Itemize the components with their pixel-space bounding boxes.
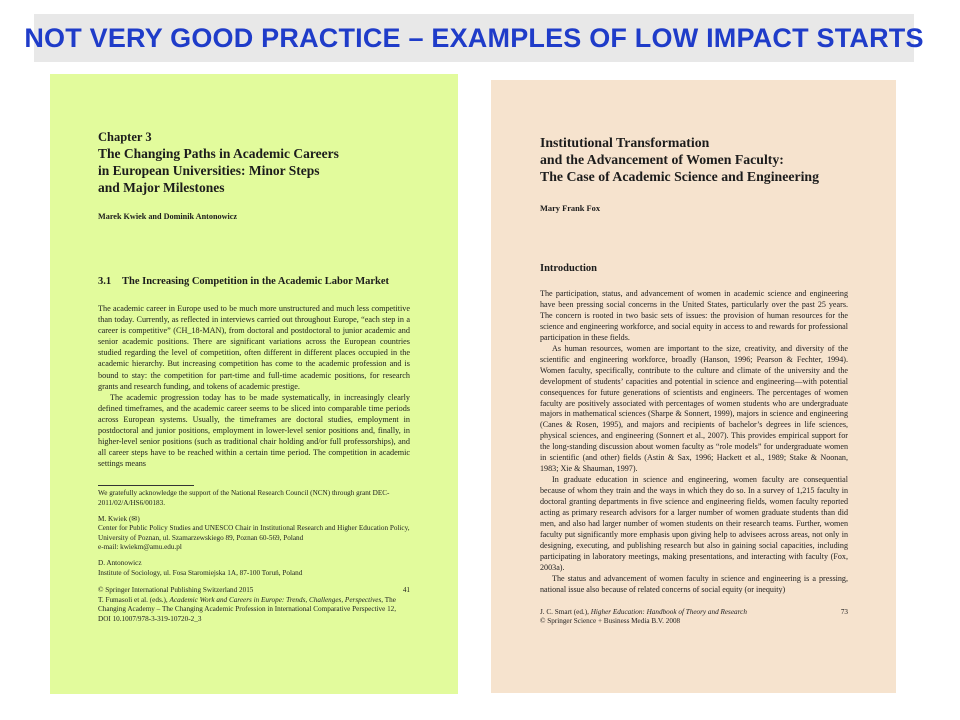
chapter-label: Chapter 3 [98, 130, 152, 144]
body-text [540, 289, 848, 596]
citation-prefix: J. C. Smart (ed.), [540, 607, 591, 616]
citation-title: Higher Education: Handbook of Theory and Research [590, 607, 747, 616]
article-title-line: and the Advancement of Women Faculty: [540, 152, 784, 167]
body-paragraph: In graduate education in science and engineering, women faculty are consequential because of whom they train and the ways in which they do so. In a survey of 1,215 faculty in doctoral granting departments in five science and engineering fields, women faculty reported acting as primary research advisors for a larger number of women graduate students than did men, and also had larger number of women students on their research teams. Further, women faculty put significantly more emphasis upon giving help to advisees across areas, not only in designing, executing, and publishing research but also in gaining social capacities, including participating in laboratory meetings, making presentations, and interacting with faculty (Fox, 2003a). [540, 475, 848, 572]
section-title: The Increasing Competition in the Academic Labor Market [122, 276, 390, 287]
section-number: 3.1 [98, 276, 112, 287]
section-title: Introduction [540, 263, 597, 274]
slide-title-banner [24, 14, 924, 62]
footnote-rule [98, 485, 194, 486]
citation-line [540, 608, 848, 618]
page-number: 73 [840, 607, 848, 616]
author-affiliation: Center for Public Policy Studies and UNESCO Chair in Institutional Research and Higher Education Policy, University of Poznan, ul. Szamarzewskiego 89, Poznan 60-569, Poland [98, 524, 410, 542]
chapter-title-line: and Major Milestones [98, 180, 225, 195]
body-text [98, 303, 410, 469]
footnote-acknowledgement: We gratefully acknowledge the support of the National Research Council (NCN) through grant DEC-2011/02/A/HS6/00183. [98, 489, 390, 507]
citation-suffix: , The Changing Academy – The Changing Academic Profession in International Comparative Perspective 12, DOI 10.1007/978-3-319-10720-2_3 [98, 595, 397, 623]
chapter-title-line: in European Universities: Minor Steps [98, 163, 320, 178]
author-name: D. Antonowicz [98, 558, 142, 567]
body-paragraph: The status and advancement of women faculty in science and engineering is a pressing, national issue also because of related concerns of social equity (or inequity) [540, 573, 848, 594]
copyright-text: © Springer Science + Business Media B.V. 2008 [540, 617, 681, 626]
author-affiliation: Institute of Sociology, ul. Fosa Staromiejska 1A, 87-100 Toruń, Poland [98, 568, 303, 577]
copyright-text: © Springer International Publishing Switzerland 2015 [98, 586, 254, 595]
book-citation [98, 596, 410, 625]
citation-prefix: T. Fumasoli et al. (eds.), [98, 595, 170, 604]
citation-title: Academic Work and Careers in Europe: Trends, Challenges, Perspectives [169, 595, 382, 604]
slide-title: NOT VERY GOOD PRACTICE – EXAMPLES OF LOW IMPACT STARTS [24, 22, 924, 53]
body-paragraph: The academic progression today has to be made systematically, in increasingly clearly defined timeframes, and the academic career seems to be sliced into comparable time periods across European systems. Usually, the timeframes are doctoral studies, employment in postdoctoral and junior positions, employment in lower-level senior positions and, finally, in higher-level senior positions (such as traditional chair holding and/or full professorships), and all career steps have to be reached within a certain time period. The competition in academic settings means [98, 392, 410, 469]
body-paragraph: As human resources, women are important to the size, creativity, and diversity of the scientific and engineering workforce, broadly (Hanson, 1996; Pearson & Fechter, 1994). Women faculty, specifically, contribute to the culture and climate of the university and the development of students’ capacities and potential in science and engineering—with potential consequences for future generations of scientists and engineers. The percentages of women faculty are positively associated with percentages of women students who are undergraduate majors in mathematical sciences (Sharpe & Sonnert, 1999), majors in science and engineering (Canes & Rosen, 1995), and majors and recipients of bachelor’s degrees in life sciences, physical sciences, and engineering (Sonnert et al., 2007). This provides empirical support for the long-standing discussion about women faculty as “role models” for undergraduate women in scientific (and other) fields (Astin & Sax, 1996; Hackett et al., 1989; Stake & Noonan, 1983; Xie & Shauman, 1997). [540, 343, 848, 474]
article-title-line: Institutional Transformation [540, 135, 710, 150]
right-page-scan [491, 80, 896, 693]
left-page-scan [50, 74, 458, 694]
article-title-line: The Case of Academic Science and Engineering [540, 169, 819, 184]
author-name: M. Kwiek (✉) [98, 514, 140, 523]
chapter-title-line: The Changing Paths in Academic Careers [98, 146, 339, 161]
article-author: Mary Frank Fox [540, 204, 601, 213]
copyright-line [98, 586, 410, 596]
section-heading [98, 275, 410, 288]
chapter-authors: Marek Kwiek and Dominik Antonowicz [98, 212, 238, 221]
author-email: e-mail: kwiekm@amu.edu.pl [98, 543, 182, 552]
book-citation [540, 608, 747, 618]
body-paragraph: The participation, status, and advancement of women in academic science and engineering have been pressing social concerns in the United States, particularly over the past 25 years. The concern is rooted in two basic sets of issues: the provision of human resources for the science and engineering workforce, and social equity in access to and rewards for professional participation in these fields. [540, 289, 848, 342]
page-number: 41 [402, 586, 410, 595]
body-paragraph: The academic career in Europe used to be much more unstructured and much less competitive than today. Currently, as reflected in interviews carried out throughout Europe, “each step in a career is competitive” (CH_18-MAN), from doctoral and postdoctoral to junior academic and senior academic positions. There are significant variations across the European countries studied regarding the level of competition, often different in different places occupied in the academic hierarchy. But increasing competition has come to the academic profession and is bound to stay: the competition for part-time and full-time academic positions, for research grants and research funding, and tokens of academic prestige. [98, 304, 410, 391]
